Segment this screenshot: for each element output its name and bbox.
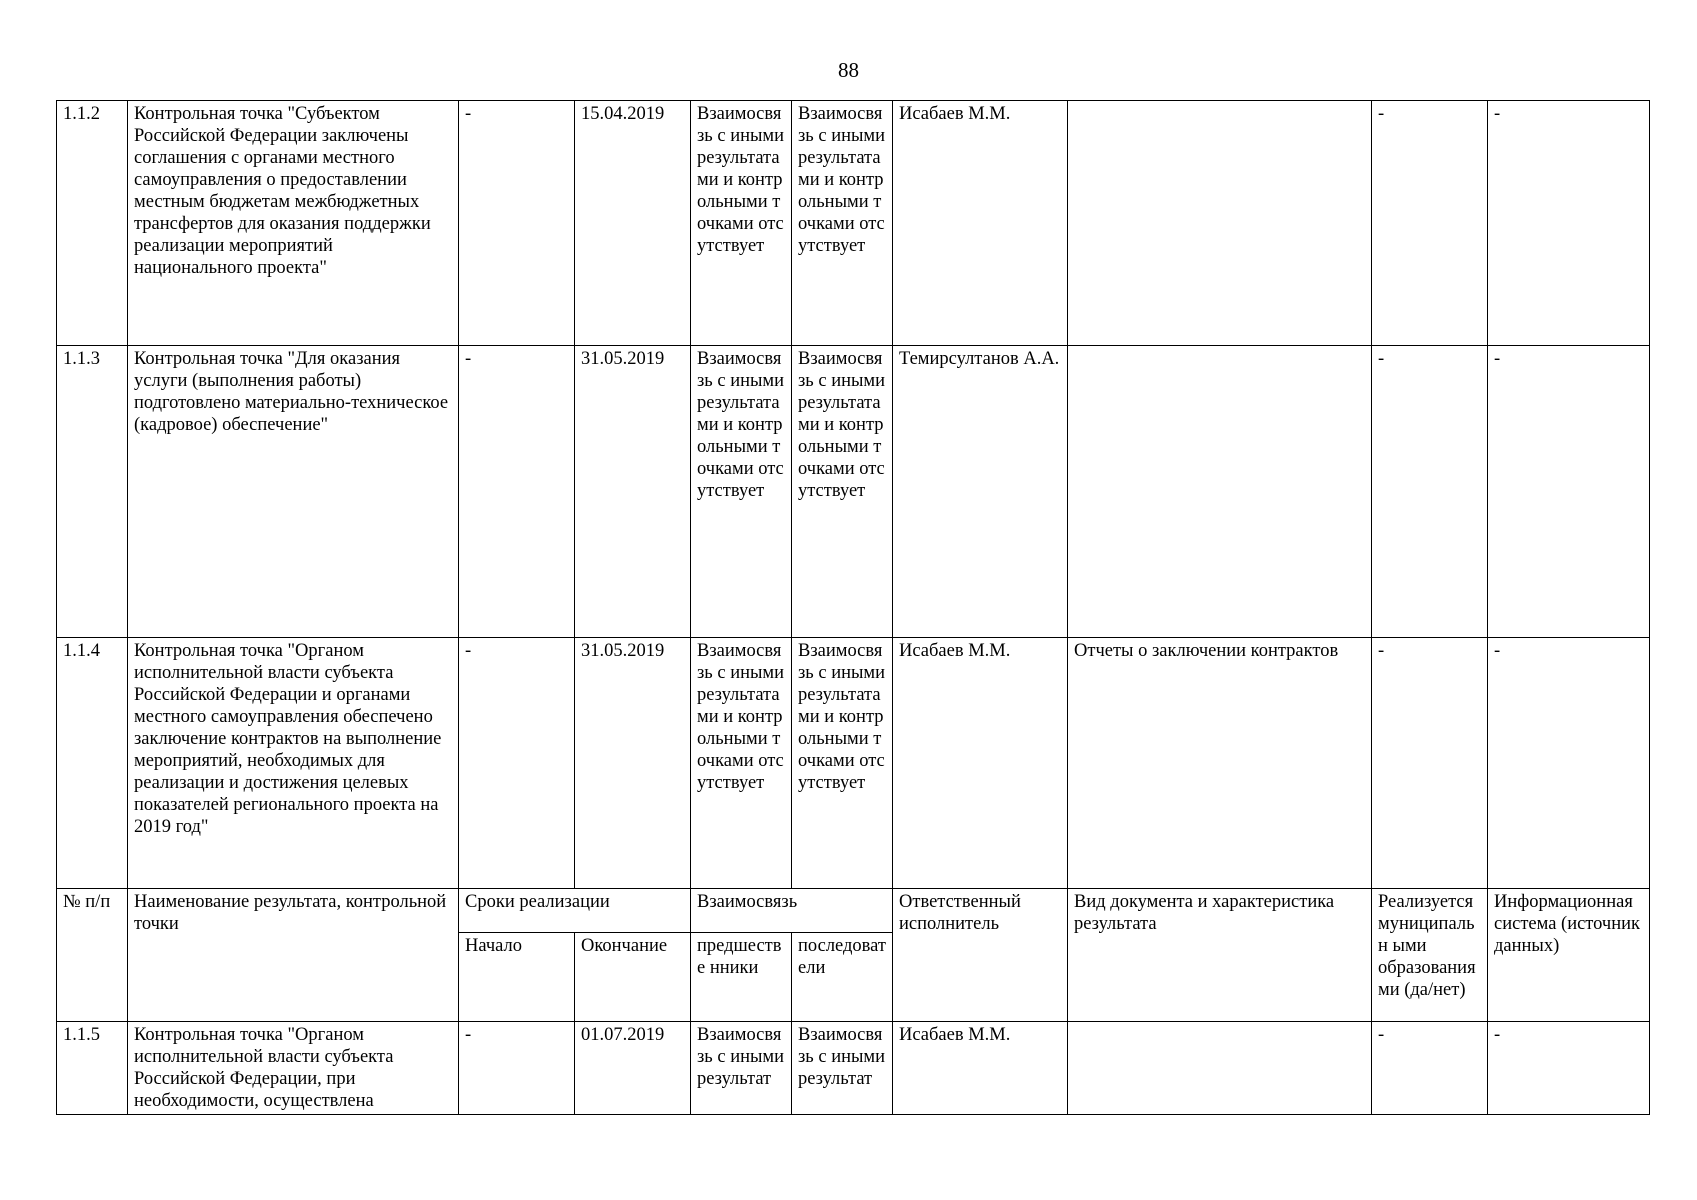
table-row <box>57 638 1650 889</box>
responsible: Темирсултанов А.А. <box>893 346 1068 638</box>
end-date: 31.05.2019 <box>575 638 691 889</box>
header-start: Начало <box>459 933 575 1022</box>
document-type <box>1068 346 1372 638</box>
info-system: - <box>1488 101 1650 346</box>
table-row <box>57 101 1650 346</box>
header-municipal: Реализуется муниципальн ыми образования ми (да/нет) <box>1372 889 1488 1022</box>
result-name: Контрольная точка "Субъектом Российской Федерации заключены соглашения с органами местного самоуправления о предоставлении местным бюджетам межбюджетных трансфертов для оказания поддержки реализации мероприятий национального проекта" <box>128 101 459 346</box>
predecessors: Взаимосвязь с иными результатами и контрольными точками отсутствует <box>691 346 792 638</box>
predecessors: Взаимосвязь с иными результатами и контрольными точками отсутствует <box>691 101 792 346</box>
municipal: - <box>1372 101 1488 346</box>
successors: Взаимосвязь с иными результатами и контрольными точками отсутствует <box>792 638 893 889</box>
document-type <box>1068 1022 1372 1115</box>
predecessors: Взаимосвязь с иными результатами и контрольными точками отсутствует <box>691 638 792 889</box>
result-name: Контрольная точка "Органом исполнительной власти субъекта Российской Федерации и органами местного самоуправления обеспечено заключение контрактов на выполнение мероприятий, необходимых для реализации и достижения целевых показателей регионального проекта на 2019 год" <box>128 638 459 889</box>
successors: Взаимосвязь с иными результатами и контрольными точками отсутствует <box>792 101 893 346</box>
page-number: 88 <box>838 58 859 82</box>
header-document: Вид документа и характеристика результата <box>1068 889 1372 1022</box>
responsible: Исабаев М.М. <box>893 101 1068 346</box>
header-predecessors: предшестве нники <box>691 933 792 1022</box>
header-terms: Сроки реализации <box>459 889 691 933</box>
header-end: Окончание <box>575 933 691 1022</box>
municipal: - <box>1372 638 1488 889</box>
document-type <box>1068 101 1372 346</box>
start-date: - <box>459 638 575 889</box>
table-row <box>57 1022 1650 1115</box>
results-table <box>56 100 1650 1115</box>
table-header-row <box>57 889 1650 933</box>
successors: Взаимосвязь с иными результат <box>792 1022 893 1115</box>
row-number: 1.1.5 <box>57 1022 128 1115</box>
header-responsible: Ответственный исполнитель <box>893 889 1068 1022</box>
row-number: 1.1.4 <box>57 638 128 889</box>
municipal: - <box>1372 1022 1488 1115</box>
start-date: - <box>459 346 575 638</box>
predecessors: Взаимосвязь с иными результат <box>691 1022 792 1115</box>
document-type: Отчеты о заключении контрактов <box>1068 638 1372 889</box>
info-system: - <box>1488 638 1650 889</box>
result-name: Контрольная точка "Для оказания услуги (выполнения работы) подготовлено материально-техническое (кадровое) обеспечение" <box>128 346 459 638</box>
start-date: - <box>459 1022 575 1115</box>
header-relation: Взаимосвязь <box>691 889 893 933</box>
end-date: 15.04.2019 <box>575 101 691 346</box>
municipal: - <box>1372 346 1488 638</box>
row-number: 1.1.3 <box>57 346 128 638</box>
row-number: 1.1.2 <box>57 101 128 346</box>
header-name: Наименование результата, контрольной точки <box>128 889 459 1022</box>
responsible: Исабаев М.М. <box>893 1022 1068 1115</box>
info-system: - <box>1488 1022 1650 1115</box>
table-row <box>57 346 1650 638</box>
end-date: 01.07.2019 <box>575 1022 691 1115</box>
header-successors: последоват ели <box>792 933 893 1022</box>
responsible: Исабаев М.М. <box>893 638 1068 889</box>
start-date: - <box>459 101 575 346</box>
successors: Взаимосвязь с иными результатами и контрольными точками отсутствует <box>792 346 893 638</box>
header-number: № п/п <box>57 889 128 1022</box>
end-date: 31.05.2019 <box>575 346 691 638</box>
result-name: Контрольная точка "Органом исполнительной власти субъекта Российской Федерации, при необходимости, осуществлена <box>128 1022 459 1115</box>
header-info-system: Информационная система (источник данных) <box>1488 889 1650 1022</box>
info-system: - <box>1488 346 1650 638</box>
